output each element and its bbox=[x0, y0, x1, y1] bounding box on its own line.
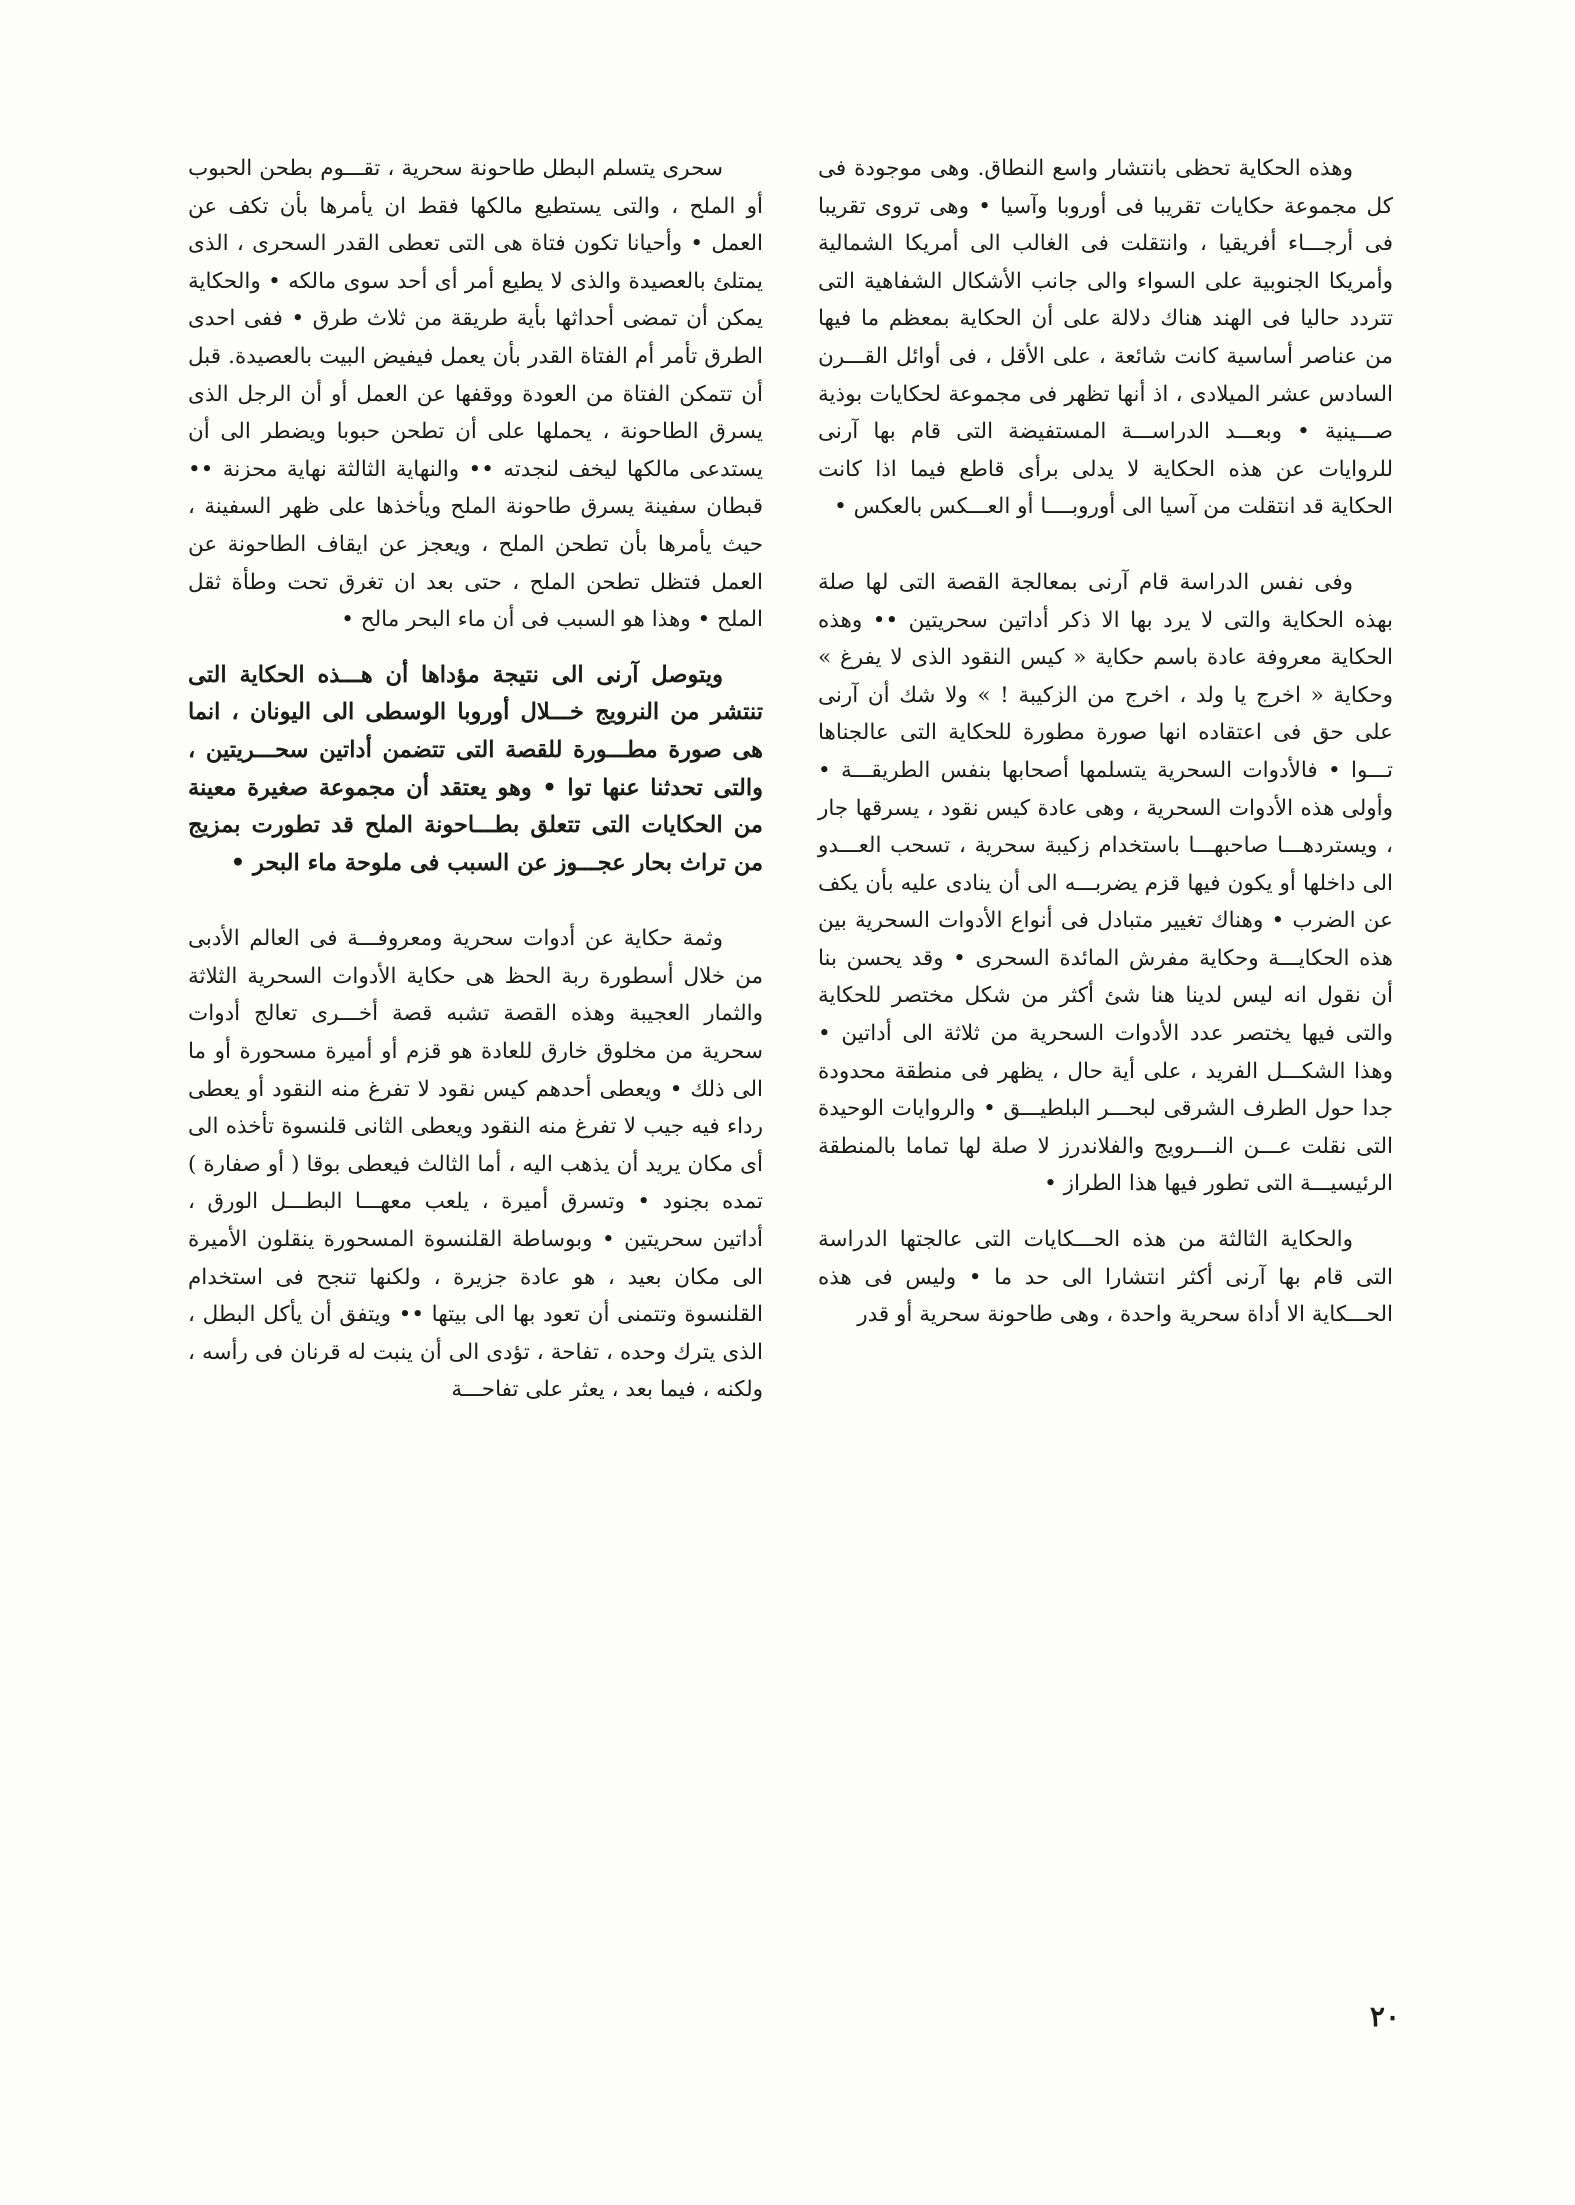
paragraph-magic-mill: سحرى يتسلم البطل طاحونة سحرية ، تقـــوم بطحن الحبوب أو الملح ، والتى يستطيع مالكها فقط ان يأمرها بأن تكف عن العمل • وأحيانا تكون فتاة هى التى تعطى القدر السحرى ، الذى يمتلئ بالعصيدة والذى لا يطيع أمر أى أحد سوى مالكه • والحكاية يمكن أن تمضى أحداثها بأية طريقة من ثلاث طرق • ففى احدى الطرق تأمر أم الفتاة القدر بأن يعمل فيفيض البيت بالعصيدة. قبل أن تتمكن الفتاة من العودة ووقفها عن العمل أو أن الرجل الذى يسرق الطاحونة ، يحملها على أن تطحن حبوبا ويضطر الى أن يستدعى مالكها ليخف لنجدته •• والنهاية الثالثة نهاية محزنة •• قبطان سفينة يسرق طاحونة الملح ويأخذها على ظهر السفينة ، حيث يأمرها بأن تطحن الملح ، ويعجز عن ايقاف الطاحونة عن العمل فتظل تطحن الملح ، حتى بعد ان تغرق تحت وطأة ثقل الملح • وهذا هو السبب فى أن ماء البحر مالح • bbox=[188, 156, 763, 633]
left-column bbox=[188, 150, 763, 1409]
right-column bbox=[818, 150, 1393, 1334]
paragraph-arne-conclusion: ويتوصل آرنى الى نتيجة مؤداها أن هـــذه الحكاية التى تنتشر من النرويج خـــلال أوروبا الوسطى الى اليونان ، انما هى صورة مطـــورة للقصة التى تتضمن أداتين سحـــريتين ، والتى تحدثنا عنها توا • وهو يعتقد أن مجموعة صغيرة معينة من الحكايات التى تتعلق بطـــاحونة الملح قد تطورت بمزيج من تراث بحار عجـــوز عن السبب فى ملوحة ماء البحر • bbox=[188, 661, 763, 876]
paragraph-tale-spread: وهذه الحكاية تحظى بانتشار واسع النطاق. وهى موجودة فى كل مجموعة حكايات تقريبا فى أوروبا وآسيا • وهى تروى تقريبا فى أرجـــاء أفريقيا ، وانتقلت فى الغالب الى أمريكا الشمالية وأمريكا الجنوبية على السواء والى جانب الأشكال الشفاهية التى تتردد حاليا فى الهند هناك دلالة على أن الحكاية بمعظم ما فيها من عناصر أساسية كانت شائعة ، على الأقل ، فى أوائل القـــرن السادس عشر الميلادى ، اذ أنها تظهر فى مجموعة لحكايات بوذية صـــينية • وبعـــد الدراســـة المستفيضة التى قام بها آرنى للروايات عن هذه الحكاية لا يدلى برأى قاطع فيما اذا كانت الحكاية قد انتقلت من آسيا الى أوروبــــا أو العـــكس بالعكس • bbox=[818, 156, 1393, 520]
paragraph-two-magic-objects: وفى نفس الدراسة قام آرنى بمعالجة القصة التى لها صلة بهذه الحكاية والتى لا يرد بها الا ذكر أداتين سحريتين •• وهذه الحكاية معروفة عادة باسم حكاية « كيس النقود الذى لا يفرغ » وحكاية « اخرج يا ولد ، اخرج من الزكيبة ! » ولا شك أن آرنى على حق فى اعتقاده انها صورة مطورة للحكاية التى عالجناها تـــوا • فالأدوات السحرية يتسلمها أصحابها بنفس الطريقـــة • وأولى هذه الأدوات السحرية ، وهى عادة كيس نقود ، يسرقها جار ، ويستردهـــا صاحبهـــا باستخدام زكيبة سحرية ، تسحب العـــدو الى داخلها أو يكون فيها قزم يضربـــه الى أن ينادى عليه بأن يكف عن الضرب • وهناك تغيير متبادل فى أنواع الأدوات السحرية بين هذه الحكايـــة وحكاية مفرش المائدة السحرى • وقد يحسن بنا أن نقول انه ليس لدينا هنا شئ أكثر من شكل مختصر للحكاية والتى فيها يختصر عدد الأدوات السحرية من ثلاثة الى أداتين • وهذا الشكـــل الفريد ، على أية حال ، يظهر فى منطقة محدودة جدا حول الطرف الشرقى لبحـــر البلطيـــق • والروايات الوحيدة التى نقلت عـــن النـــرويج والفلاندرز لا صلة لها تماما بالمنطقة الرئيسيـــة التى تطور فيها هذا الطراز • bbox=[818, 569, 1393, 1197]
page-number: ٢٠ bbox=[1369, 2000, 1400, 2033]
paragraph-third-tale: والحكاية الثالثة من هذه الحـــكايات التى عالجتها الدراسة التى قام بها آرنى أكثر انتشارا الى حد ما • وليس فى هذه الحـــكاية الا أداة سحرية واحدة ، وهى طاحونة سحرية أو قدر bbox=[818, 1227, 1393, 1328]
paragraph-fortunatus-tale: وثمة حكاية عن أدوات سحرية ومعروفـــة فى العالم الأدبى من خلال أسطورة ربة الحظ هى حكاية الأدوات السحرية الثلاثة والثمار العجيبة وهذه القصة تشبه قصة أخـــرى تعالج أدوات سحرية من مخلوق خارق للعادة هو قزم أو أميرة مسحورة أو ما الى ذلك • ويعطى أحدهم كيس نقود لا تفرغ منه النقود أو يعطى رداء فيه جيب لا تفرغ منه النقود ويعطى الثانى قلنسوة تأخذه الى أى مكان يريد أن يذهب اليه ، أما الثالث فيعطى بوقا ( أو صفارة ) تمده بجنود • وتسرق أميرة ، يلعب معهـــا البطـــل الورق ، أداتين سحريتين • وبوساطة القلنسوة المسحورة ينقلون الأميرة الى مكان بعيد ، هو عادة جزيرة ، ولكنها تنجح فى استخدام القلنسوة وتتمنى أن تعود بها الى بيتها •• ويتفق أن يأكل البطل ، الذى يترك وحده ، تفاحة ، تؤدى الى أن ينبت له قرنان فى رأسه ، ولكنه ، فيما بعد ، يعثر على تفاحـــة bbox=[188, 926, 763, 1403]
